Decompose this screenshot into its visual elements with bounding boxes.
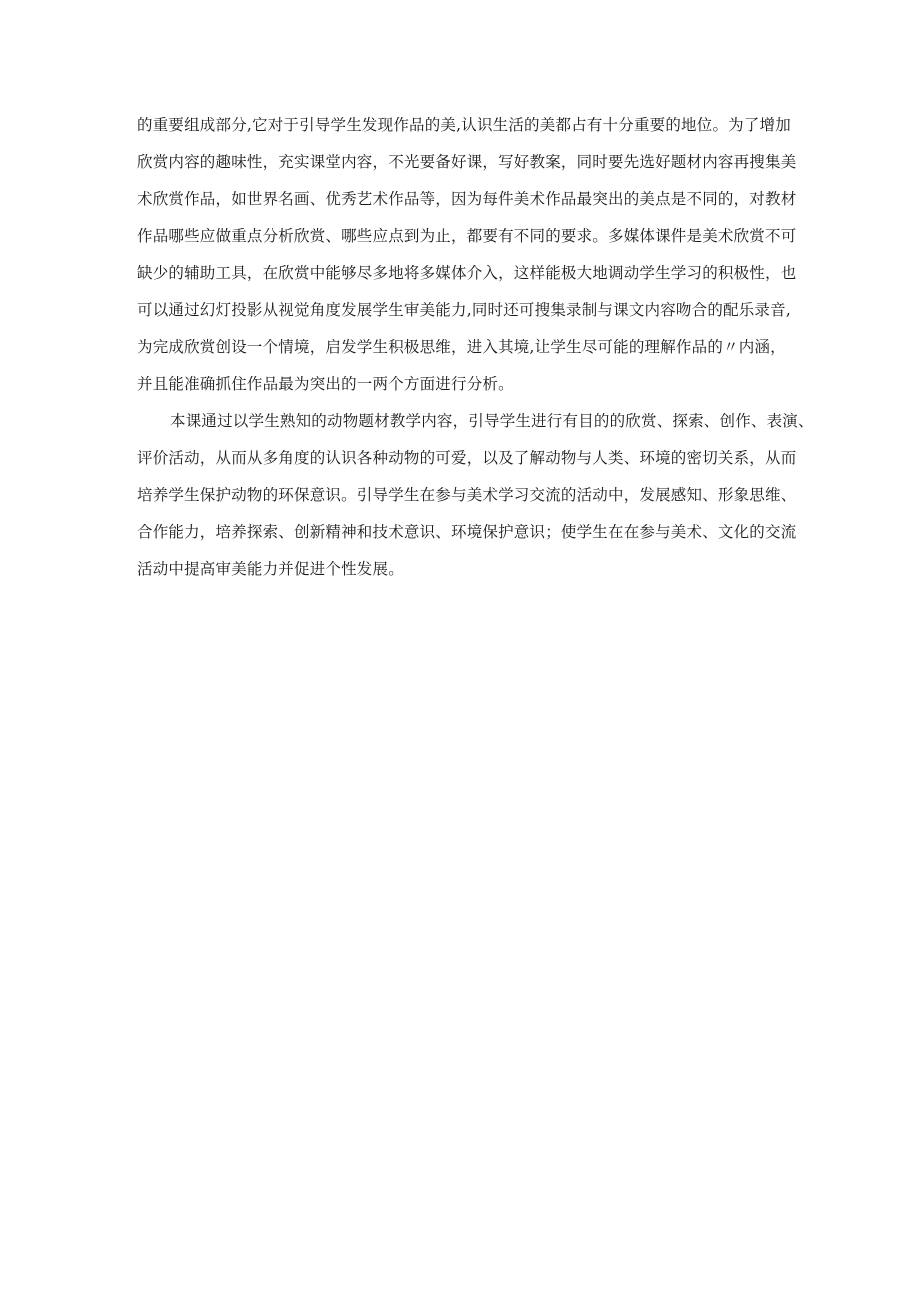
text-line: 本课通过以学生熟知的动物题材教学内容，引导学生进行有目的的欣赏、探索、创作、表演、 (170, 412, 814, 430)
text-line: 评价活动，从而从多角度的认识各种动物的可爱，以及了解动物与人类、环境的密切关系，从而 (137, 449, 797, 467)
text-line: 欣赏内容的趣味性，充实课堂内容，不光要备好课，写好教案，同时要先选好题材内容再搜集美 (137, 153, 797, 171)
text-line: 术欣赏作品，如世界名画、优秀艺术作品等，因为每件美术作品最突出的美点是不同的，对教材 (137, 190, 797, 208)
text-line: 活动中提高审美能力并促进个性发展。 (137, 560, 404, 578)
text-line: 合作能力，培养探索、创新精神和技术意识、环境保护意识；使学生在在参与美术、文化的交流 (137, 523, 797, 541)
text-line: 作品哪些应做重点分析欣赏、哪些应点到为止，都要有不同的要求。多媒体课件是美术欣赏不可 (137, 227, 797, 245)
text-line: 可以通过幻灯投影从视觉角度发展学生审美能力,同时还可搜集录制与课文内容吻合的配乐录音, (137, 301, 791, 319)
text-line: 培养学生保护动物的环保意识。引导学生在参与美术学习交流的活动中，发展感知、形象思维、 (137, 486, 797, 504)
text-line: 为完成欣赏创设一个情境，启发学生积极思维，进入其境,让学生尽可能的理解作品的〃内涵， (137, 338, 786, 356)
text-line: 缺少的辅助工具，在欣赏中能够尽多地将多媒体介入，这样能极大地调动学生学习的积极性，也 (137, 264, 797, 282)
document-body (137, 107, 814, 588)
text-line: 的重要组成部分,它对于引导学生发现作品的美,认识生活的美都占有十分重要的地位。为了增加 (137, 116, 791, 134)
text-line: 并且能准确抓住作品最为突出的一两个方面进行分析。 (137, 375, 514, 393)
paragraph-1 (137, 107, 797, 403)
paragraph-2 (137, 403, 814, 588)
